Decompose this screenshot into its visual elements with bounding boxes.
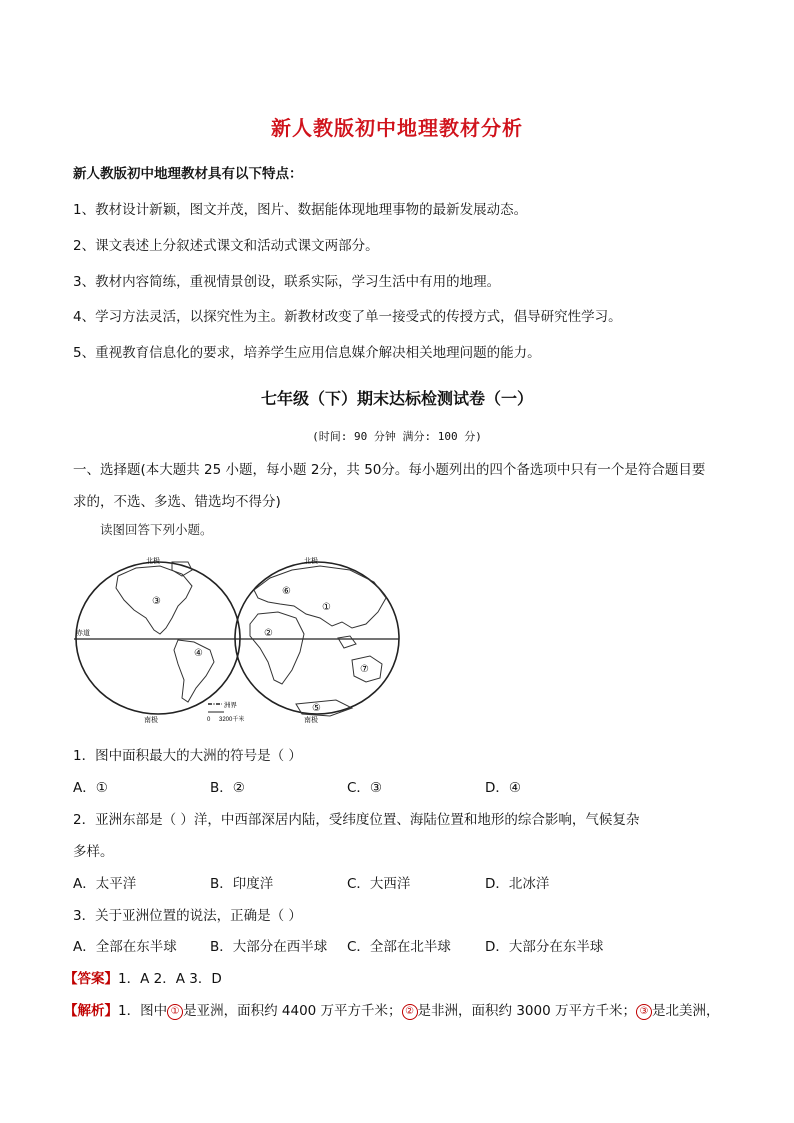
eurasia-shape	[254, 566, 386, 628]
question-2-option-a[interactable]: A．太平洋	[73, 876, 137, 892]
island-shape	[338, 636, 356, 648]
intro-lead: 新人教版初中地理教材具有以下特点：	[73, 166, 303, 182]
analysis-marker-1: ①	[167, 1004, 183, 1020]
question-1-option-d[interactable]: D．④	[485, 780, 521, 796]
answer-text: 1．A 2．A 3．D	[118, 971, 222, 987]
south-pole-label-west: 南极	[144, 717, 158, 724]
analysis-part-1: 1．图中	[118, 1003, 168, 1019]
north-pole-label-west: 北极	[146, 558, 160, 565]
question-1-option-c[interactable]: C．③	[347, 780, 383, 796]
question-3-option-c[interactable]: C．全部在北半球	[347, 939, 451, 955]
intro-point-1: 1、教材设计新颖，图文并茂，图片、数据能体现地理事物的最新发展动态。	[73, 202, 528, 218]
analysis-tag: 【解析】	[64, 1003, 118, 1019]
analysis-line	[64, 999, 720, 1020]
question-1-stem: 1．图中面积最大的大洲的符号是（ ）	[73, 748, 302, 764]
analysis-marker-3: ③	[636, 1004, 652, 1020]
marker-7: ⑦	[360, 664, 369, 675]
question-2-stem-continued: 多样。	[73, 844, 114, 860]
answer-tag: 【答案】	[64, 971, 118, 987]
question-3-option-d[interactable]: D．大部分在东半球	[485, 939, 604, 955]
question-2-option-b[interactable]: B．印度洋	[210, 876, 274, 892]
question-2-stem: 2．亚洲东部是（ ）洋，中西部深居内陆，受纬度位置、海陆位置和地形的综合影响，气候复杂	[73, 812, 640, 828]
section-heading-line2: 求的，不选、多选、错选均不得分)	[73, 494, 281, 510]
map-hint: 读图回答下列小题。	[100, 522, 213, 537]
question-2-option-d[interactable]: D．北冰洋	[485, 876, 550, 892]
marker-4: ④	[194, 648, 203, 659]
marker-1: ①	[322, 602, 331, 613]
intro-point-4: 4、学习方法灵活，以探究性为主。新教材改变了单一接受式的传授方式，倡导研究性学习。	[73, 309, 622, 325]
analysis-part-3: 是非洲，面积约 3000 万平方千米；	[417, 1003, 636, 1019]
question-3-option-a[interactable]: A．全部在东半球	[73, 939, 177, 955]
marker-3: ③	[152, 596, 161, 607]
eastern-hemisphere-outline	[235, 562, 399, 714]
document-title: 新人教版初中地理教材分析	[271, 116, 523, 140]
question-1-option-b[interactable]: B．②	[210, 780, 245, 796]
question-3-option-b[interactable]: B．大部分在西半球	[210, 939, 328, 955]
marker-6: ⑥	[282, 586, 291, 597]
marker-5: ⑤	[312, 703, 321, 714]
answer-line	[64, 967, 222, 987]
analysis-part-4: 是北美洲，	[652, 1003, 720, 1019]
question-1-option-a[interactable]: A．①	[73, 780, 108, 796]
scale-zero: 0	[207, 717, 211, 723]
western-hemisphere-outline	[76, 562, 240, 714]
world-hemispheres-map	[74, 552, 404, 728]
question-3-stem: 3．关于亚洲位置的说法，正确是（ ）	[73, 908, 302, 924]
exam-subtitle: (时间: 90 分钟 满分: 100 分)	[312, 430, 482, 443]
legend-border-label: 洲界	[224, 702, 237, 709]
section-heading-line1: 一、选择题(本大题共 25 小题，每小题 2分，共 50分。每小题列出的四个备选项中只有一个是符合题目要	[73, 462, 706, 478]
equator-label: 赤道	[76, 630, 90, 637]
exam-title: 七年级（下）期末达标检测试卷（一）	[260, 389, 533, 408]
south-pole-label-east: 南极	[304, 717, 318, 724]
analysis-part-2: 是亚洲，面积约 4400 万平方千米；	[183, 1003, 402, 1019]
intro-point-5: 5、重视教育信息化的要求，培养学生应用信息媒介解决相关地理问题的能力。	[73, 345, 541, 361]
question-2-option-c[interactable]: C．大西洋	[347, 876, 411, 892]
analysis-marker-2: ②	[402, 1004, 418, 1020]
north-pole-label-east: 北极	[304, 558, 318, 565]
scale-value: 3200千米	[219, 717, 245, 723]
africa-shape	[250, 612, 304, 684]
intro-point-2: 2、课文表述上分叙述式课文和活动式课文两部分。	[73, 238, 379, 254]
intro-point-3: 3、教材内容简练，重视情景创设，联系实际，学习生活中有用的地理。	[73, 274, 501, 290]
marker-2: ②	[264, 628, 273, 639]
